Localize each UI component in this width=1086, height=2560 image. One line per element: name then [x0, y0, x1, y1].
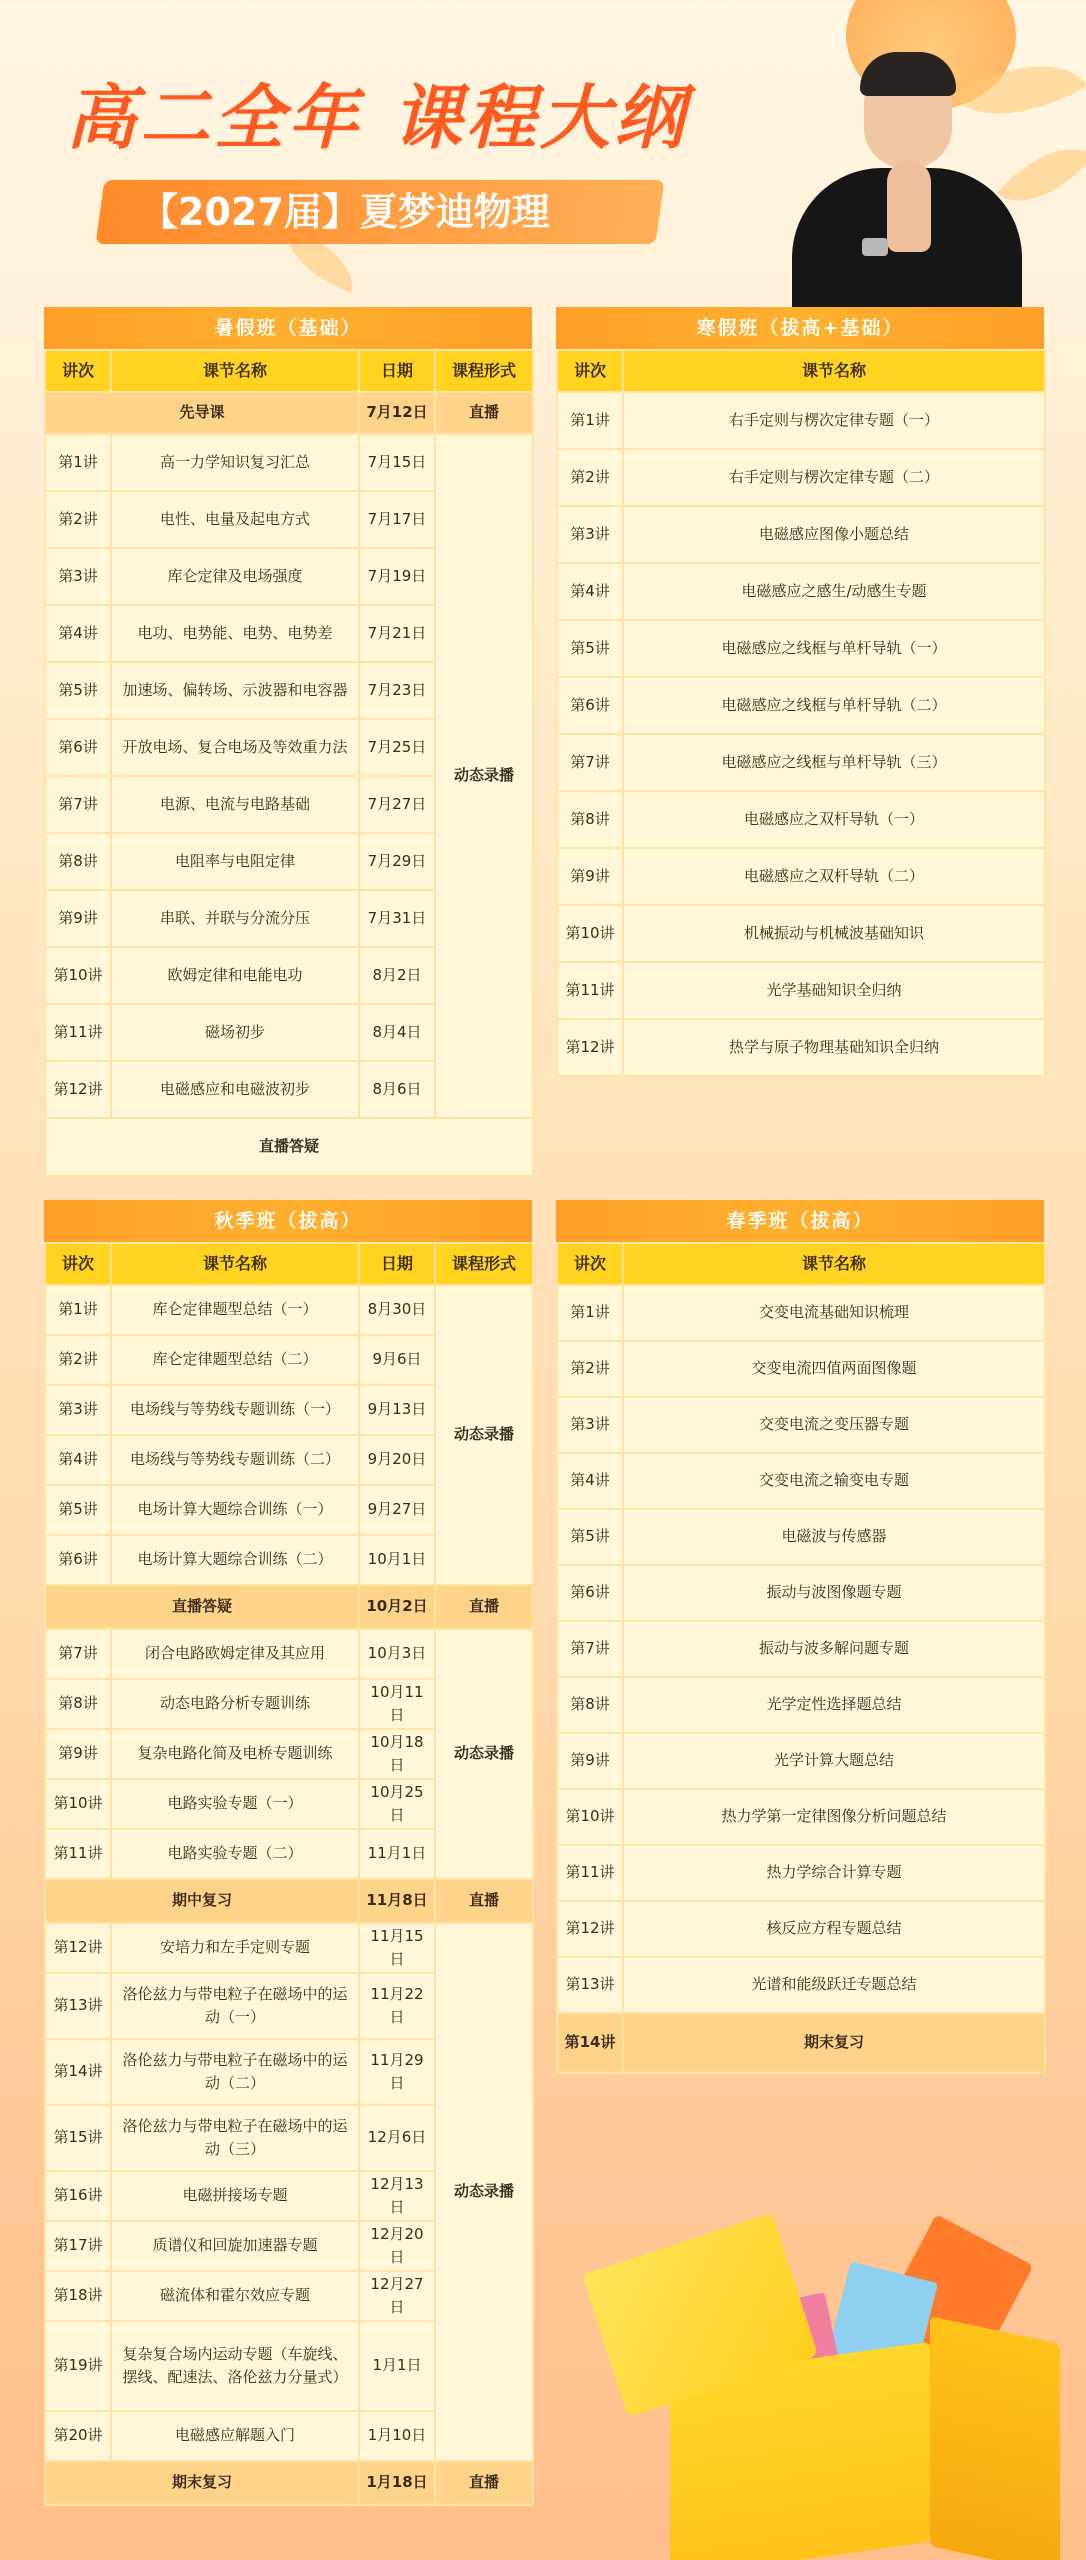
lesson-date: 7月19日: [359, 548, 435, 605]
summer-title: 暑假班（基础）: [44, 307, 532, 349]
header-num: 讲次: [557, 350, 623, 392]
intro-name: 先导课: [45, 392, 359, 434]
lesson-name: 光学基础知识全归纳: [623, 962, 1045, 1019]
summer-header-row: [45, 350, 533, 392]
lesson-name: 复杂电路化简及电桥专题训练: [111, 1729, 359, 1779]
autumn-table: [44, 1242, 534, 2506]
lesson-name: 闭合电路欧姆定律及其应用: [111, 1629, 359, 1679]
table-row: [557, 905, 1045, 962]
midterm-name: 期中复习: [45, 1879, 359, 1923]
lesson-date: 10月11日: [359, 1679, 435, 1729]
lesson-name: 机械振动与机械波基础知识: [623, 905, 1045, 962]
lesson-name: 电磁感应和电磁波初步: [111, 1061, 359, 1118]
lesson-name: 欧姆定律和电能电功: [111, 947, 359, 1004]
lesson-num: 第14讲: [557, 2013, 623, 2073]
lesson-num: 第9讲: [45, 1729, 111, 1779]
lesson-num: 第1讲: [45, 1285, 111, 1335]
lesson-num: 第19讲: [45, 2321, 111, 2411]
lesson-num: 第18讲: [45, 2271, 111, 2321]
lesson-num: 第1讲: [45, 434, 111, 491]
lesson-num: 第12讲: [45, 1061, 111, 1118]
lesson-num: 第4讲: [45, 1435, 111, 1485]
table-row: [557, 1901, 1045, 1957]
lesson-date: 9月27日: [359, 1485, 435, 1535]
lesson-num: 第6讲: [45, 719, 111, 776]
table-row: [557, 620, 1045, 677]
table-row: [557, 1789, 1045, 1845]
lesson-name: 电磁感应图像小题总结: [623, 506, 1045, 563]
lesson-date: 8月2日: [359, 947, 435, 1004]
qa-date: 10月2日: [359, 1585, 435, 1629]
subtitle-banner: [96, 180, 665, 244]
autumn-format-merged-1: 动态录播: [435, 1285, 533, 1585]
lesson-name: 动态电路分析专题训练: [111, 1679, 359, 1729]
spring-table: [556, 1242, 1046, 2074]
lesson-name: 质谱仪和回旋加速器专题: [111, 2221, 359, 2271]
table-row: [45, 1629, 533, 1679]
lesson-num: 第5讲: [557, 620, 623, 677]
lesson-date: 7月17日: [359, 491, 435, 548]
lesson-date: 7月21日: [359, 605, 435, 662]
autumn-qa-row: [45, 1585, 533, 1629]
table-row: [557, 563, 1045, 620]
winter-header-row: [557, 350, 1045, 392]
lesson-num: 第10讲: [45, 1779, 111, 1829]
winter-section: [556, 307, 1044, 1077]
table-row: [45, 1923, 533, 1973]
final-name: 期末复习: [45, 2461, 359, 2505]
lesson-date: 12月6日: [359, 2105, 435, 2171]
lesson-num: 第3讲: [557, 506, 623, 563]
lesson-name: 电功、电势能、电势、电势差: [111, 605, 359, 662]
lesson-name: 核反应方程专题总结: [623, 1901, 1045, 1957]
table-row: [557, 1453, 1045, 1509]
lesson-name: 热力学综合计算专题: [623, 1845, 1045, 1901]
spring-header-row: [557, 1243, 1045, 1285]
midterm-date: 11月8日: [359, 1879, 435, 1923]
header-name: 课节名称: [111, 350, 359, 392]
lesson-name: 库仑定律及电场强度: [111, 548, 359, 605]
table-row: [557, 1397, 1045, 1453]
lesson-name: 电性、电量及起电方式: [111, 491, 359, 548]
lesson-name: 电磁感应解题入门: [111, 2411, 359, 2461]
table-row: [557, 1677, 1045, 1733]
lesson-date: 11月1日: [359, 1829, 435, 1879]
title-part-2: 课程大纲: [392, 77, 688, 159]
lesson-name: 振动与波图像题专题: [623, 1565, 1045, 1621]
lesson-num: 第1讲: [557, 392, 623, 449]
header-name: 课节名称: [623, 350, 1045, 392]
lesson-date: 10月25日: [359, 1779, 435, 1829]
lesson-num: 第12讲: [45, 1923, 111, 1973]
table-row: [557, 791, 1045, 848]
lesson-name: 交变电流之变压器专题: [623, 1397, 1045, 1453]
lesson-num: 第8讲: [45, 1679, 111, 1729]
summer-intro-row: [45, 392, 533, 434]
table-row: [557, 1621, 1045, 1677]
lesson-name: 电阻率与电阻定律: [111, 833, 359, 890]
lesson-name: 右手定则与楞次定律专题（二）: [623, 449, 1045, 506]
qa-name: 直播答疑: [45, 1585, 359, 1629]
intro-date: 7月12日: [359, 392, 435, 434]
lesson-name: 交变电流之输变电专题: [623, 1453, 1045, 1509]
header-format: 课程形式: [435, 350, 533, 392]
table-row: [557, 449, 1045, 506]
lesson-num: 第10讲: [557, 1789, 623, 1845]
lesson-date: 7月15日: [359, 434, 435, 491]
lesson-num: 第6讲: [45, 1535, 111, 1585]
lesson-name: 洛伦兹力与带电粒子在磁场中的运动（一）: [111, 1973, 359, 2039]
page-title: [66, 62, 688, 163]
lesson-name: 电磁拼接场专题: [111, 2171, 359, 2221]
header-name: 课节名称: [111, 1243, 359, 1285]
header-num: 讲次: [45, 1243, 111, 1285]
lesson-name: 交变电流四值两面图像题: [623, 1341, 1045, 1397]
lesson-name: 电磁感应之感生/动感生专题: [623, 563, 1045, 620]
lesson-num: 第10讲: [45, 947, 111, 1004]
lesson-num: 第9讲: [557, 1733, 623, 1789]
header-date: 日期: [359, 350, 435, 392]
table-row: [557, 1285, 1045, 1341]
lesson-num: 第6讲: [557, 1565, 623, 1621]
lesson-num: 第13讲: [557, 1957, 623, 2013]
table-row: [557, 1341, 1045, 1397]
lesson-num: 第9讲: [45, 890, 111, 947]
table-row: [557, 506, 1045, 563]
lesson-num: 第6讲: [557, 677, 623, 734]
lesson-num: 第12讲: [557, 1901, 623, 1957]
lesson-num: 第11讲: [557, 1845, 623, 1901]
lesson-num: 第11讲: [45, 1829, 111, 1879]
lesson-date: 9月6日: [359, 1335, 435, 1385]
lesson-num: 第8讲: [557, 791, 623, 848]
lesson-num: 第2讲: [45, 1335, 111, 1385]
lesson-num: 第5讲: [45, 662, 111, 719]
autumn-title: 秋季班（拔高）: [44, 1200, 532, 1242]
lesson-date: 8月30日: [359, 1285, 435, 1335]
header-num: 讲次: [557, 1243, 623, 1285]
lesson-name: 电场计算大题综合训练（一）: [111, 1485, 359, 1535]
lesson-date: 12月27日: [359, 2271, 435, 2321]
winter-table: [556, 349, 1046, 1077]
winter-title: 寒假班（拔高+基础）: [556, 307, 1044, 349]
lesson-name: 磁流体和霍尔效应专题: [111, 2271, 359, 2321]
lesson-date: 10月18日: [359, 1729, 435, 1779]
lesson-num: 第15讲: [45, 2105, 111, 2171]
lesson-num: 第2讲: [557, 449, 623, 506]
lesson-date: 1月10日: [359, 2411, 435, 2461]
lesson-name: 电场计算大题综合训练（二）: [111, 1535, 359, 1585]
lesson-date: 7月23日: [359, 662, 435, 719]
lesson-name: 电场线与等势线专题训练（二）: [111, 1435, 359, 1485]
summer-table: [44, 349, 534, 1177]
autumn-format-merged-3: 动态录播: [435, 1923, 533, 2461]
lesson-num: 第8讲: [557, 1677, 623, 1733]
lesson-num: 第11讲: [45, 1004, 111, 1061]
lesson-date: 12月20日: [359, 2221, 435, 2271]
lesson-date: 11月22日: [359, 1973, 435, 2039]
lesson-date: 10月3日: [359, 1629, 435, 1679]
lesson-name: 光学计算大题总结: [623, 1733, 1045, 1789]
header-name: 课节名称: [623, 1243, 1045, 1285]
lesson-date: 7月29日: [359, 833, 435, 890]
header-banner: [0, 0, 1086, 310]
lesson-num: 第7讲: [45, 1629, 111, 1679]
lesson-num: 第10讲: [557, 905, 623, 962]
lesson-date: 10月1日: [359, 1535, 435, 1585]
lesson-num: 第4讲: [557, 1453, 623, 1509]
gift-box-illustration: [600, 2210, 1060, 2560]
header-date: 日期: [359, 1243, 435, 1285]
lesson-name: 复杂复合场内运动专题（车旋线、摆线、配速法、洛伦兹力分量式）: [111, 2321, 359, 2411]
lesson-date: 9月20日: [359, 1435, 435, 1485]
lesson-num: 第13讲: [45, 1973, 111, 2039]
lesson-name: 电路实验专题（二）: [111, 1829, 359, 1879]
lesson-name: 电磁感应之双杆导轨（二）: [623, 848, 1045, 905]
lesson-date: 11月29日: [359, 2039, 435, 2105]
lesson-name: 开放电场、复合电场及等效重力法: [111, 719, 359, 776]
summer-section: [44, 307, 532, 1177]
intro-format: 直播: [435, 392, 533, 434]
lesson-num: 第14讲: [45, 2039, 111, 2105]
table-row: [557, 1845, 1045, 1901]
teacher-photo: [782, 38, 1030, 310]
lesson-name: 期末复习: [623, 2013, 1045, 2073]
lesson-name: 洛伦兹力与带电粒子在磁场中的运动（二）: [111, 2039, 359, 2105]
lesson-num: 第9讲: [557, 848, 623, 905]
lesson-num: 第3讲: [45, 548, 111, 605]
lesson-num: 第7讲: [45, 776, 111, 833]
summer-footer-row: [45, 1118, 533, 1176]
table-row: [45, 1285, 533, 1335]
lesson-num: 第2讲: [45, 491, 111, 548]
table-row: [557, 1019, 1045, 1076]
lesson-name: 电磁感应之线框与单杆导轨（一）: [623, 620, 1045, 677]
title-part-1: 高二全年: [66, 77, 362, 159]
autumn-section: [44, 1200, 532, 2506]
summer-footer: 直播答疑: [45, 1118, 533, 1176]
lesson-date: 11月15日: [359, 1923, 435, 1973]
lesson-date: 7月25日: [359, 719, 435, 776]
lesson-num: 第1讲: [557, 1285, 623, 1341]
table-row: [557, 1509, 1045, 1565]
autumn-format-merged-2: 动态录播: [435, 1629, 533, 1879]
subtitle-text: 【2027届】夏梦迪物理: [140, 190, 550, 234]
table-row: [557, 677, 1045, 734]
lesson-name: 库仑定律题型总结（二）: [111, 1335, 359, 1385]
lesson-name: 电磁感应之线框与单杆导轨（三）: [623, 734, 1045, 791]
lesson-date: 9月13日: [359, 1385, 435, 1435]
autumn-header-row: [45, 1243, 533, 1285]
table-row: [557, 1733, 1045, 1789]
spring-final-row: [557, 2013, 1045, 2073]
autumn-midterm-row: [45, 1879, 533, 1923]
lesson-num: 第2讲: [557, 1341, 623, 1397]
lesson-name: 高一力学知识复习汇总: [111, 434, 359, 491]
table-row: [557, 848, 1045, 905]
lesson-num: 第3讲: [557, 1397, 623, 1453]
final-format: 直播: [435, 2461, 533, 2505]
lesson-num: 第4讲: [45, 605, 111, 662]
final-date: 1月18日: [359, 2461, 435, 2505]
lesson-name: 安培力和左手定则专题: [111, 1923, 359, 1973]
lesson-num: 第12讲: [557, 1019, 623, 1076]
lesson-date: 7月27日: [359, 776, 435, 833]
table-row: [557, 962, 1045, 1019]
lesson-name: 热力学第一定律图像分析问题总结: [623, 1789, 1045, 1845]
lesson-name: 光学定性选择题总结: [623, 1677, 1045, 1733]
lesson-name: 右手定则与楞次定律专题（一）: [623, 392, 1045, 449]
lesson-name: 热学与原子物理基础知识全归纳: [623, 1019, 1045, 1076]
header-format: 课程形式: [435, 1243, 533, 1285]
table-row: [557, 1565, 1045, 1621]
lesson-date: 7月31日: [359, 890, 435, 947]
lesson-date: 8月4日: [359, 1004, 435, 1061]
lesson-name: 串联、并联与分流分压: [111, 890, 359, 947]
autumn-final-row: [45, 2461, 533, 2505]
lesson-num: 第7讲: [557, 1621, 623, 1677]
lesson-name: 电场线与等势线专题训练（一）: [111, 1385, 359, 1435]
lesson-num: 第5讲: [557, 1509, 623, 1565]
qa-format: 直播: [435, 1585, 533, 1629]
lesson-num: 第7讲: [557, 734, 623, 791]
lesson-num: 第3讲: [45, 1385, 111, 1435]
lesson-name: 电源、电流与电路基础: [111, 776, 359, 833]
lesson-name: 电路实验专题（一）: [111, 1779, 359, 1829]
lesson-num: 第4讲: [557, 563, 623, 620]
lesson-date: 12月13日: [359, 2171, 435, 2221]
lesson-name: 光谱和能级跃迁专题总结: [623, 1957, 1045, 2013]
lesson-name: 交变电流基础知识梳理: [623, 1285, 1045, 1341]
table-row: [557, 1957, 1045, 2013]
summer-format-merged: 动态录播: [435, 434, 533, 1118]
lesson-name: 加速场、偏转场、示波器和电容器: [111, 662, 359, 719]
lesson-name: 振动与波多解问题专题: [623, 1621, 1045, 1677]
table-row: [557, 734, 1045, 791]
table-row: [45, 434, 533, 491]
lesson-num: 第17讲: [45, 2221, 111, 2271]
lesson-date: 1月1日: [359, 2321, 435, 2411]
lesson-date: 8月6日: [359, 1061, 435, 1118]
lesson-name: 洛伦兹力与带电粒子在磁场中的运动（三）: [111, 2105, 359, 2171]
lesson-name: 电磁感应之双杆导轨（一）: [623, 791, 1045, 848]
lesson-num: 第16讲: [45, 2171, 111, 2221]
lesson-num: 第8讲: [45, 833, 111, 890]
lesson-name: 电磁感应之线框与单杆导轨（二）: [623, 677, 1045, 734]
lesson-num: 第5讲: [45, 1485, 111, 1535]
table-row: [557, 392, 1045, 449]
midterm-format: 直播: [435, 1879, 533, 1923]
lesson-name: 磁场初步: [111, 1004, 359, 1061]
spring-title: 春季班（拔高）: [556, 1200, 1044, 1242]
spring-section: [556, 1200, 1044, 2074]
header-num: 讲次: [45, 350, 111, 392]
lesson-name: 库仑定律题型总结（一）: [111, 1285, 359, 1335]
lesson-num: 第11讲: [557, 962, 623, 1019]
lesson-name: 电磁波与传感器: [623, 1509, 1045, 1565]
lesson-num: 第20讲: [45, 2411, 111, 2461]
